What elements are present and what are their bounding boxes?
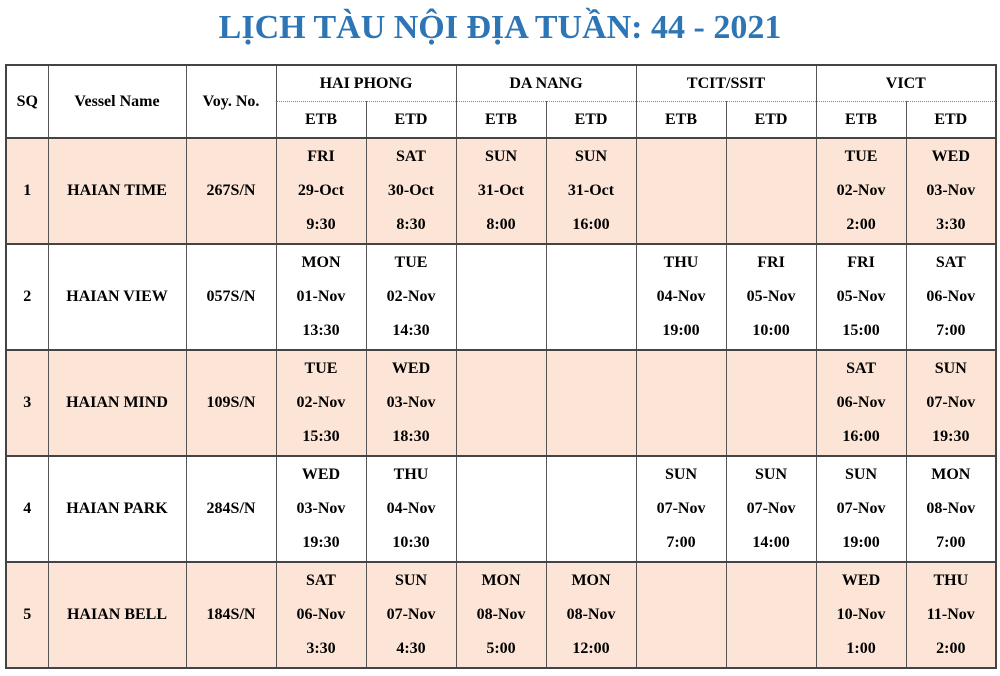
row-voy-no: 184S/N [186, 562, 276, 668]
cell-time: 19:30 [932, 428, 970, 445]
cell-day: TUE [394, 254, 428, 271]
cell-day: MON [931, 466, 971, 483]
cell-day: SUN [755, 466, 788, 483]
row-vessel-name: HAIAN PARK [48, 456, 186, 562]
cell-date: 07-Nov [836, 500, 886, 517]
etd-cell [906, 456, 996, 562]
etb-cell [636, 456, 726, 562]
row-sq: 3 [6, 350, 48, 456]
cell-time: 12:00 [572, 640, 610, 657]
cell-day: SAT [396, 148, 426, 165]
header-port-tcit-ssit: TCIT/SSIT [636, 65, 816, 102]
cell-day: SUN [665, 466, 698, 483]
cell-date: 03-Nov [926, 182, 976, 199]
etd-cell [726, 244, 816, 350]
cell-day: THU [663, 254, 699, 271]
row-vessel-name: HAIAN VIEW [48, 244, 186, 350]
schedule-body [6, 138, 996, 668]
cell-date: 31-Oct [567, 182, 615, 199]
cell-time: 2:00 [936, 640, 966, 657]
etd-cell [546, 138, 636, 244]
etb-cell [816, 456, 906, 562]
row-vessel-name: HAIAN BELL [48, 562, 186, 668]
etd-cell [726, 138, 816, 244]
cell-day: WED [931, 148, 970, 165]
cell-date: 06-Nov [296, 606, 346, 623]
header-voy-no: Voy. No. [186, 65, 276, 138]
cell-time: 5:00 [486, 640, 516, 657]
header-etb: ETB [276, 102, 366, 139]
cell-date: 05-Nov [836, 288, 886, 305]
cell-date: 10-Nov [836, 606, 886, 623]
cell-date: 07-Nov [746, 500, 796, 517]
etd-cell [366, 244, 456, 350]
etb-cell [276, 562, 366, 668]
table-row [6, 138, 996, 244]
etb-cell [816, 138, 906, 244]
cell-time: 19:00 [842, 534, 880, 551]
cell-day: WED [841, 572, 881, 589]
etd-cell [546, 456, 636, 562]
etd-cell [546, 244, 636, 350]
page-title: LỊCH TÀU NỘI ĐỊA TUẦN: 44 - 2021 [218, 9, 782, 46]
cell-time: 14:30 [392, 322, 430, 339]
cell-time: 10:00 [752, 322, 790, 339]
cell-time: 19:30 [302, 534, 340, 551]
row-voy-no: 267S/N [186, 138, 276, 244]
cell-date: 04-Nov [386, 500, 436, 517]
cell-day: SAT [935, 254, 966, 271]
cell-time: 7:00 [936, 322, 966, 339]
cell-day: SAT [846, 360, 876, 377]
cell-time: 8:00 [486, 216, 516, 233]
cell-date: 06-Nov [836, 394, 886, 411]
table-row [6, 244, 996, 350]
cell-date: 02-Nov [296, 394, 346, 411]
etb-cell [816, 350, 906, 456]
row-sq: 5 [6, 562, 48, 668]
cell-time: 2:00 [846, 216, 876, 233]
etd-cell [726, 456, 816, 562]
etb-cell [456, 562, 546, 668]
cell-date: 07-Nov [386, 606, 436, 623]
cell-date: 30-Oct [387, 182, 435, 199]
etd-cell [906, 138, 996, 244]
header-sq: SQ [6, 65, 48, 138]
cell-date: 11-Nov [926, 606, 975, 623]
header-etd: ETD [906, 102, 996, 139]
cell-day: TUE [844, 148, 878, 165]
etb-cell [636, 138, 726, 244]
cell-day: MON [571, 572, 611, 589]
etd-cell [366, 562, 456, 668]
cell-time: 4:30 [396, 640, 426, 657]
cell-date: 04-Nov [656, 288, 706, 305]
cell-day: FRI [847, 254, 875, 271]
etb-cell [276, 138, 366, 244]
header-etb: ETB [816, 102, 906, 139]
cell-day: SUN [845, 466, 878, 483]
etd-cell [906, 350, 996, 456]
cell-time: 14:00 [752, 534, 790, 551]
cell-date: 07-Nov [656, 500, 706, 517]
cell-day: MON [481, 572, 521, 589]
header-port-vict: VICT [816, 65, 996, 102]
cell-date: 07-Nov [926, 394, 976, 411]
header-etb: ETB [456, 102, 546, 139]
header-etb: ETB [636, 102, 726, 139]
cell-time: 16:00 [572, 216, 610, 233]
etb-cell [456, 456, 546, 562]
etb-cell [816, 562, 906, 668]
cell-date: 03-Nov [386, 394, 436, 411]
etd-cell [546, 562, 636, 668]
row-voy-no: 109S/N [186, 350, 276, 456]
etb-cell [276, 244, 366, 350]
cell-day: SUN [575, 148, 608, 165]
etb-cell [456, 244, 546, 350]
cell-time: 16:00 [842, 428, 880, 445]
etd-cell [906, 562, 996, 668]
row-sq: 4 [6, 456, 48, 562]
cell-day: THU [393, 466, 429, 483]
cell-time: 15:00 [842, 322, 880, 339]
cell-day: FRI [307, 148, 335, 165]
header-etd: ETD [546, 102, 636, 139]
cell-date: 02-Nov [836, 182, 886, 199]
cell-time: 8:30 [396, 216, 426, 233]
table-row [6, 562, 996, 668]
etd-cell [906, 244, 996, 350]
cell-time: 18:30 [392, 428, 430, 445]
etb-cell [636, 350, 726, 456]
cell-time: 7:00 [936, 534, 966, 551]
cell-day: SAT [306, 572, 336, 589]
cell-day: THU [933, 572, 969, 589]
etb-cell [636, 244, 726, 350]
etb-cell [636, 562, 726, 668]
cell-day: TUE [304, 360, 338, 377]
cell-date: 05-Nov [746, 288, 796, 305]
row-sq: 1 [6, 138, 48, 244]
header-etd: ETD [726, 102, 816, 139]
header-etd: ETD [366, 102, 456, 139]
cell-time: 10:30 [392, 534, 430, 551]
header-port-hai-phong: HAI PHONG [276, 65, 456, 102]
cell-date: 08-Nov [926, 500, 976, 517]
cell-date: 02-Nov [386, 288, 436, 305]
cell-time: 3:30 [936, 216, 966, 233]
row-voy-no: 284S/N [186, 456, 276, 562]
cell-time: 1:00 [846, 640, 876, 657]
cell-day: FRI [757, 254, 785, 271]
row-voy-no: 057S/N [186, 244, 276, 350]
cell-day: WED [301, 466, 341, 483]
table-row [6, 456, 996, 562]
etb-cell [276, 350, 366, 456]
cell-date: 29-Oct [297, 182, 345, 199]
cell-time: 7:00 [666, 534, 696, 551]
schedule-table [5, 64, 997, 669]
etd-cell [726, 350, 816, 456]
cell-day: SUN [934, 360, 967, 377]
cell-date: 08-Nov [566, 606, 616, 623]
etd-cell [546, 350, 636, 456]
table-row [6, 350, 996, 456]
etd-cell [366, 350, 456, 456]
etd-cell [366, 138, 456, 244]
cell-time: 13:30 [302, 322, 340, 339]
cell-day: SUN [485, 148, 518, 165]
cell-date: 08-Nov [476, 606, 526, 623]
cell-time: 19:00 [662, 322, 700, 339]
header-port-da-nang: DA NANG [456, 65, 636, 102]
cell-day: MON [301, 254, 341, 271]
header-vessel-name: Vessel Name [48, 65, 186, 138]
cell-day: SUN [395, 572, 428, 589]
etb-cell [816, 244, 906, 350]
cell-day: WED [391, 360, 431, 377]
cell-time: 9:30 [306, 216, 336, 233]
etb-cell [456, 138, 546, 244]
etb-cell [276, 456, 366, 562]
header-row-ports [6, 65, 996, 102]
row-vessel-name: HAIAN MIND [48, 350, 186, 456]
cell-date: 31-Oct [477, 182, 525, 199]
etb-cell [456, 350, 546, 456]
cell-time: 15:30 [302, 428, 340, 445]
cell-date: 01-Nov [296, 288, 346, 305]
row-vessel-name: HAIAN TIME [48, 138, 186, 244]
etd-cell [726, 562, 816, 668]
cell-time: 3:30 [306, 640, 336, 657]
etd-cell [366, 456, 456, 562]
cell-date: 03-Nov [296, 500, 346, 517]
row-sq: 2 [6, 244, 48, 350]
cell-date: 06-Nov [926, 288, 976, 305]
